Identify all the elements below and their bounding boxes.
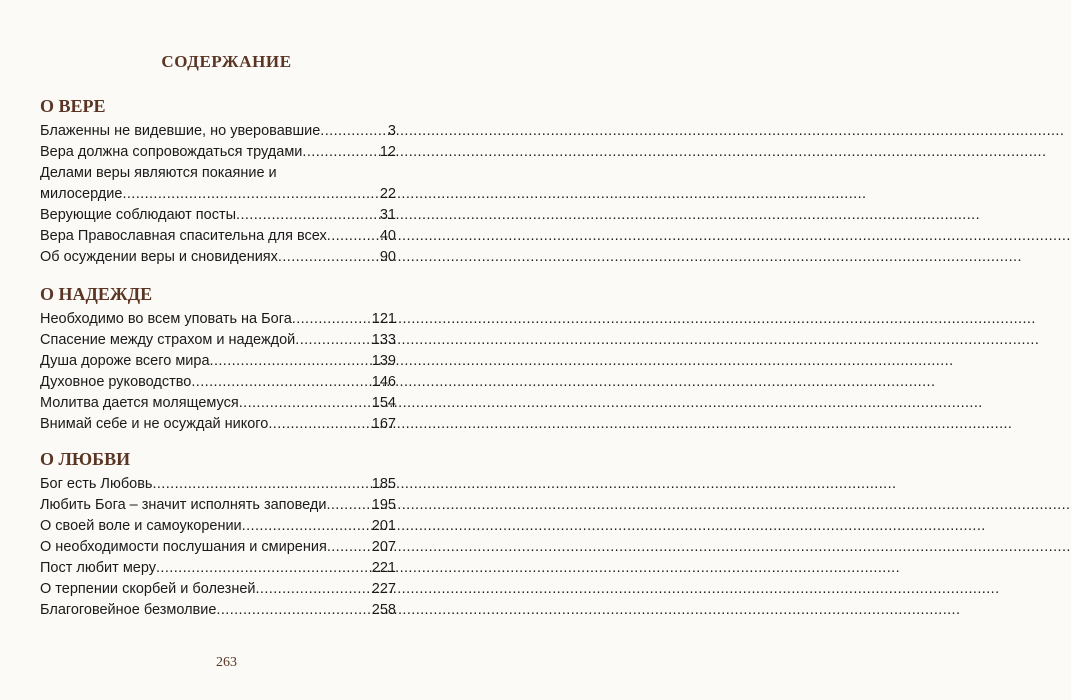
toc-entry-page: 133 <box>371 332 396 348</box>
toc-entry-page: 185 <box>371 476 396 492</box>
leader-dots <box>320 121 387 142</box>
toc-entry-title: О терпении скорбей и болезней <box>40 581 256 597</box>
section-heading: О НАДЕЖДЕ <box>40 284 153 304</box>
leader-dots <box>326 495 370 516</box>
leader-dots <box>327 226 379 247</box>
toc-entry-line1[interactable] <box>40 163 396 184</box>
section-hope <box>40 281 396 435</box>
toc-entry-page: 90 <box>379 249 396 265</box>
toc-entry[interactable] <box>40 184 396 205</box>
toc-entry[interactable] <box>40 579 396 600</box>
toc-entry[interactable] <box>40 393 396 414</box>
toc-entry-page: 139 <box>371 353 396 369</box>
toc-entry-page: 121 <box>371 311 396 327</box>
toc-entry-title: О своей воле и самоукорении <box>40 518 242 534</box>
toc-entry-page: 31 <box>379 207 396 223</box>
leader-dots <box>239 393 371 414</box>
toc-entry[interactable] <box>40 372 396 393</box>
toc-entry[interactable] <box>40 600 396 621</box>
toc-entry-page: 195 <box>371 497 396 513</box>
leader-dots <box>210 351 371 372</box>
toc-entry-page: 258 <box>371 602 396 618</box>
leader-dots <box>256 579 371 600</box>
toc-entry[interactable] <box>40 351 396 372</box>
toc-entry[interactable] <box>40 205 396 226</box>
toc-entry-title: Молитва дается молящемуся <box>40 395 239 411</box>
toc-entry-page: 207 <box>371 539 396 555</box>
leader-dots <box>295 330 371 351</box>
toc-entry-title: Необходимо во всем уповать на Бога <box>40 311 292 327</box>
section-love <box>40 446 396 621</box>
toc-entry[interactable] <box>40 537 396 558</box>
leader-dots <box>302 142 378 163</box>
toc-entry-title: Благоговейное безмолвие <box>40 602 217 618</box>
section-faith <box>40 93 396 268</box>
toc-entry-title: Любить Бога – значит исполнять заповеди <box>40 497 327 513</box>
leader-dots <box>152 474 370 495</box>
section-heading: О ЛЮБВИ <box>40 449 131 469</box>
toc-entry[interactable] <box>40 414 396 435</box>
toc-entry[interactable] <box>40 309 396 330</box>
leader-dots <box>191 372 370 393</box>
section-heading: О ВЕРЕ <box>40 96 106 116</box>
leader-dots <box>242 516 371 537</box>
leader-dots <box>122 184 378 205</box>
toc-entry-page: 154 <box>371 395 396 411</box>
toc-entry-page: 146 <box>371 374 396 390</box>
toc-entry-page: 12 <box>379 144 396 160</box>
leader-dots <box>292 309 371 330</box>
toc-entry-page: 201 <box>371 518 396 534</box>
toc-entry-title: Об осуждении веры и сновидениях <box>40 249 278 265</box>
toc-entry[interactable] <box>40 330 396 351</box>
toc-entry-page: 40 <box>379 228 396 244</box>
toc-entry[interactable] <box>40 121 396 142</box>
toc-entry[interactable] <box>40 226 396 247</box>
leader-dots <box>236 205 379 226</box>
toc-entry-title: Вера Православная спасительна для всех <box>40 228 327 244</box>
toc-entry-title: Спасение между страхом и надеждой <box>40 332 296 348</box>
toc-entry[interactable] <box>40 247 396 268</box>
toc-entry-page: 3 <box>387 123 396 139</box>
toc-entry-title: Пост любит меру <box>40 560 156 576</box>
toc-entry-title: милосердие <box>40 186 123 202</box>
toc-entry-title: Духовное руководство <box>40 374 192 390</box>
toc-entry-page: 167 <box>371 416 396 432</box>
leader-dots <box>216 600 370 621</box>
page-title: СОДЕРЖАНИЕ <box>161 52 292 71</box>
toc-entry-title: Верующие соблюдают посты <box>40 207 237 223</box>
leader-dots <box>278 247 379 268</box>
toc-entry-page: 22 <box>379 186 396 202</box>
leader-dots <box>156 558 371 579</box>
toc-entry[interactable] <box>40 495 396 516</box>
toc-entry-page: 227 <box>371 581 396 597</box>
toc-entry-title-line1: Делами веры являются покаяние и <box>40 165 277 181</box>
toc-entry-title: О необходимости послушания и смирения <box>40 539 327 555</box>
toc-entry-page: 221 <box>371 560 396 576</box>
toc-entry[interactable] <box>40 142 396 163</box>
toc-entry-title: Бог есть Любовь <box>40 476 153 492</box>
toc-entry[interactable] <box>40 516 396 537</box>
toc-entry[interactable] <box>40 474 396 495</box>
toc-entry[interactable] <box>40 558 396 579</box>
toc-entry-title: Душа дороже всего мира <box>40 353 210 369</box>
toc-entry-title: Вера должна сопровождаться трудами <box>40 144 303 160</box>
leader-dots <box>268 414 370 435</box>
toc-entry-title: Блаженны не видевшие, но уверовавшие <box>40 123 321 139</box>
toc-entry-title: Внимай себе и не осуждай никого <box>40 416 269 432</box>
leader-dots <box>327 537 371 558</box>
page-number: 263 <box>216 655 237 670</box>
